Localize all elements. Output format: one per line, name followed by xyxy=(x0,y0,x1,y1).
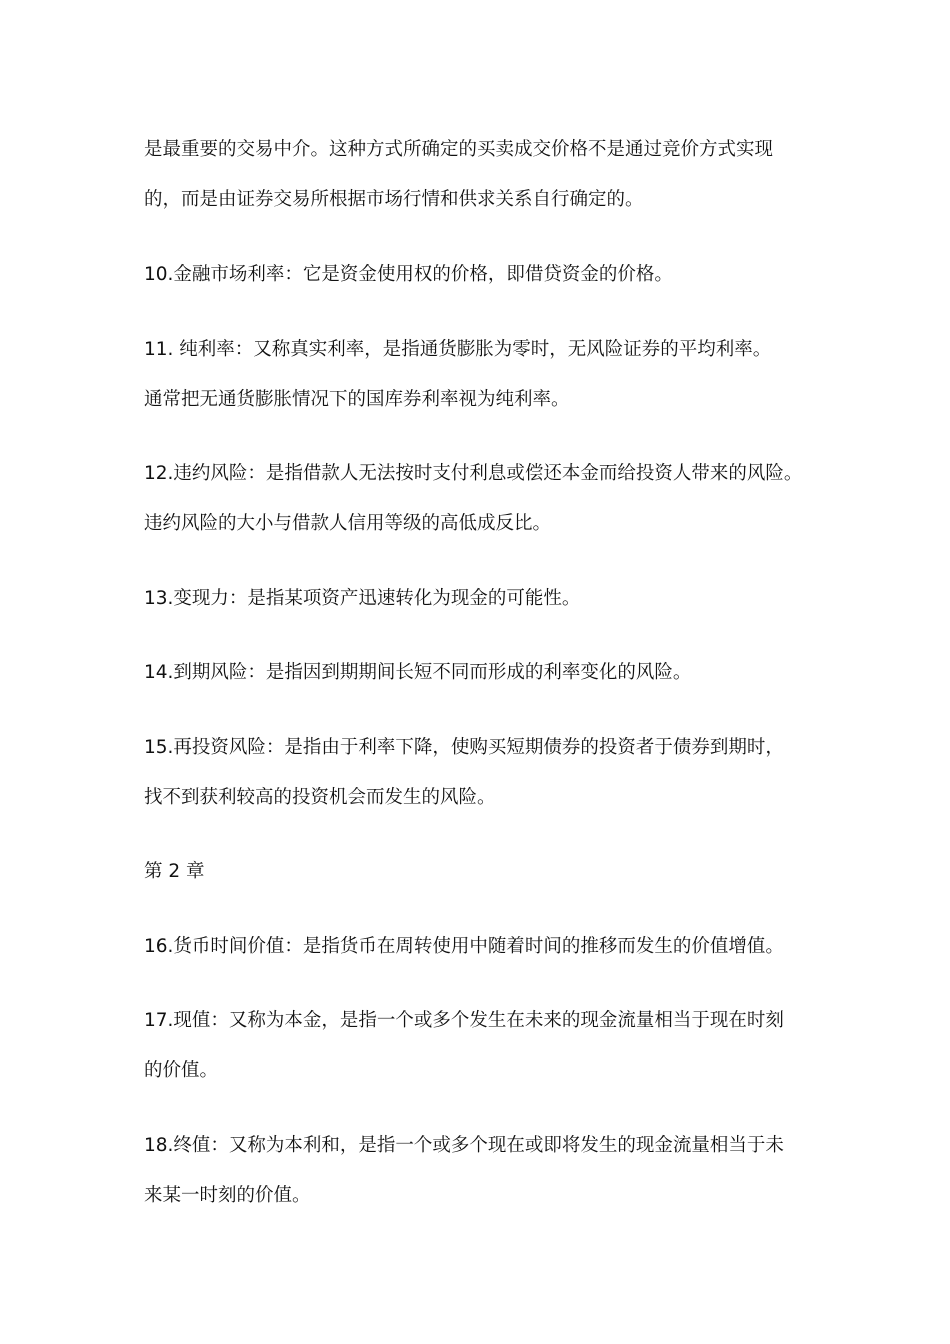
text-line: 是最重要的交易中介。这种方式所确定的买卖成交价格不是通过竞价方式实现 xyxy=(144,139,774,160)
text-line: 违约风险的大小与借款人信用等级的高低成反比。 xyxy=(144,513,552,534)
definition-17: 17.现值：又称为本金，是指一个或多个发生在未来的现金流量相当于现在时刻 xyxy=(144,1010,784,1031)
text-line: 来某一时刻的价值。 xyxy=(144,1185,311,1206)
definition-11: 11. 纯利率：又称真实利率，是指通货膨胀为零时，无风险证券的平均利率。 xyxy=(144,339,772,360)
definition-18: 18.终值：又称为本利和，是指一个或多个现在或即将发生的现金流量相当于未 xyxy=(144,1135,784,1156)
definition-10: 10.金融市场利率：它是资金使用权的价格，即借贷资金的价格。 xyxy=(144,264,673,285)
text-line: 的，而是由证券交易所根据市场行情和供求关系自行确定的。 xyxy=(144,189,644,210)
definition-14: 14.到期风险：是指因到期期间长短不同而形成的利率变化的风险。 xyxy=(144,662,692,683)
definition-13: 13.变现力：是指某项资产迅速转化为现金的可能性。 xyxy=(144,588,581,609)
definition-16: 16.货币时间价值：是指货币在周转使用中随着时间的推移而发生的价值增值。 xyxy=(144,936,784,957)
definition-15: 15.再投资风险：是指由于利率下降，使购买短期债券的投资者于债券到期时， xyxy=(144,737,784,758)
text-line: 找不到获利较高的投资机会而发生的风险。 xyxy=(144,787,496,808)
definition-12: 12.违约风险：是指借款人无法按时支付利息或偿还本金而给投资人带来的风险。 xyxy=(144,463,803,484)
text-line: 通常把无通货膨胀情况下的国库券利率视为纯利率。 xyxy=(144,389,570,410)
text-line: 的价值。 xyxy=(144,1060,219,1081)
chapter-heading: 第 2 章 xyxy=(144,861,205,882)
